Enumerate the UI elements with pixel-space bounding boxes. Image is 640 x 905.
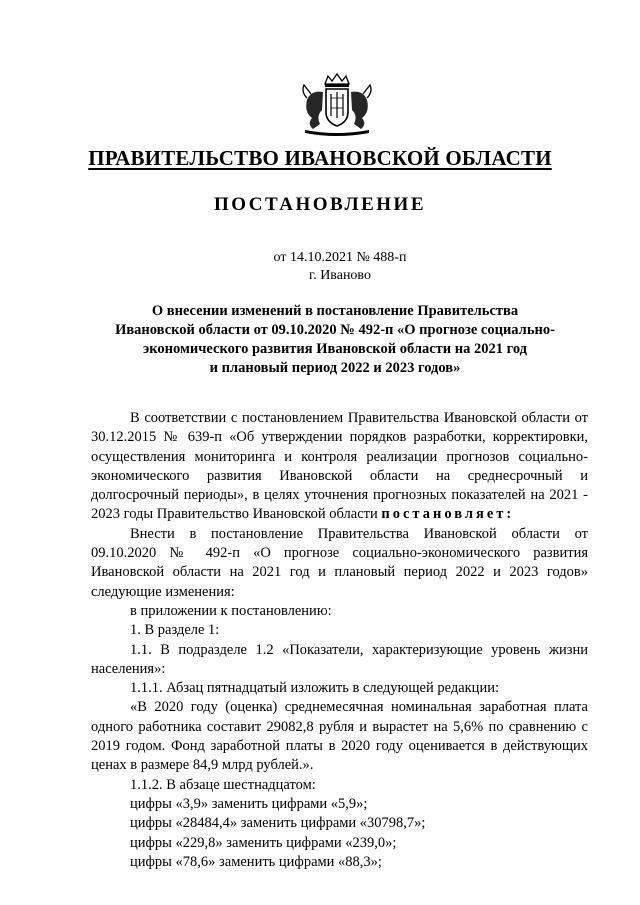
document-type: ПОСТАНОВЛЕНИЕ (213, 194, 427, 215)
document-subject (90, 302, 580, 378)
body-paragraph: «В 2020 году (оценка) среднемесячная номинальная заработная плата одного работника составит 29082,8 рубля и вырастет на 5,6% по сравнению с 2019 годом. Фонд заработной платы в 2020 году оценивается в действующих ценах в размере 84,9 млрд рублей.». (91, 699, 588, 774)
body-paragraph: цифры «78,6» заменить цифрами «88,3»; (130, 853, 382, 870)
body-paragraph: в приложении к постановлению: (130, 602, 332, 619)
subject-line: О внесении изменений в постановление Правительства (151, 303, 519, 319)
resolves-word: постановляет: (381, 506, 515, 523)
body-paragraph (91, 409, 588, 525)
preamble-text: В соответствии с постановлением Правительства Ивановской области от 30.12.2015 № 639-п «Об утверждении порядков разработки, корректировки, осуществления мониторинга и контроля реализации прогнозов социально-экономического развития Ивановской области на среднесрочный и долгосрочный периоды», в целях уточнения прогнозных показателей на 2021 - 2023 годы Правительство Ивановской области (91, 410, 588, 523)
body-paragraph: цифры «3,9» заменить цифрами «5,9»; (130, 795, 368, 812)
body-paragraph: 1.1.2. В абзаце шестнадцатом: (130, 776, 316, 793)
coat-of-arms-icon (295, 72, 379, 136)
subject-line: и плановый период 2022 и 2023 годов» (209, 360, 461, 376)
organization-title: ПРАВИТЕЛЬСТВО ИВАНОВСКОЙ ОБЛАСТИ (88, 146, 552, 170)
document-body (91, 409, 588, 872)
document-date: от 14.10.2021 № 488-п (273, 250, 407, 265)
body-paragraph: 1. В разделе 1: (130, 622, 220, 639)
body-paragraph: цифры «229,8» заменить цифрами «239,0»; (130, 834, 397, 851)
subject-line: экономического развития Ивановской области на 2021 год (143, 341, 527, 357)
body-paragraph: Внести в постановление Правительства Ивановской области от 09.10.2020 № 492-п «О прогнозе социально-экономического развития Ивановской области на 2021 год и плановый период 2022 и 2023 годов» следующие изменения: (91, 525, 588, 600)
body-paragraph: 1.1.1. Абзац пятнадцатый изложить в следующей редакции: (130, 680, 499, 697)
document-city: г. Иваново (309, 268, 371, 283)
body-paragraph: 1.1. В подразделе 1.2 «Показатели, характеризующие уровень жизни населения»: (91, 641, 588, 677)
subject-line: Ивановской области от 09.10.2020 № 492-п «О прогнозе социально- (115, 322, 555, 338)
body-paragraph: цифры «28484,4» заменить цифрами «30798,7»; (130, 815, 426, 832)
